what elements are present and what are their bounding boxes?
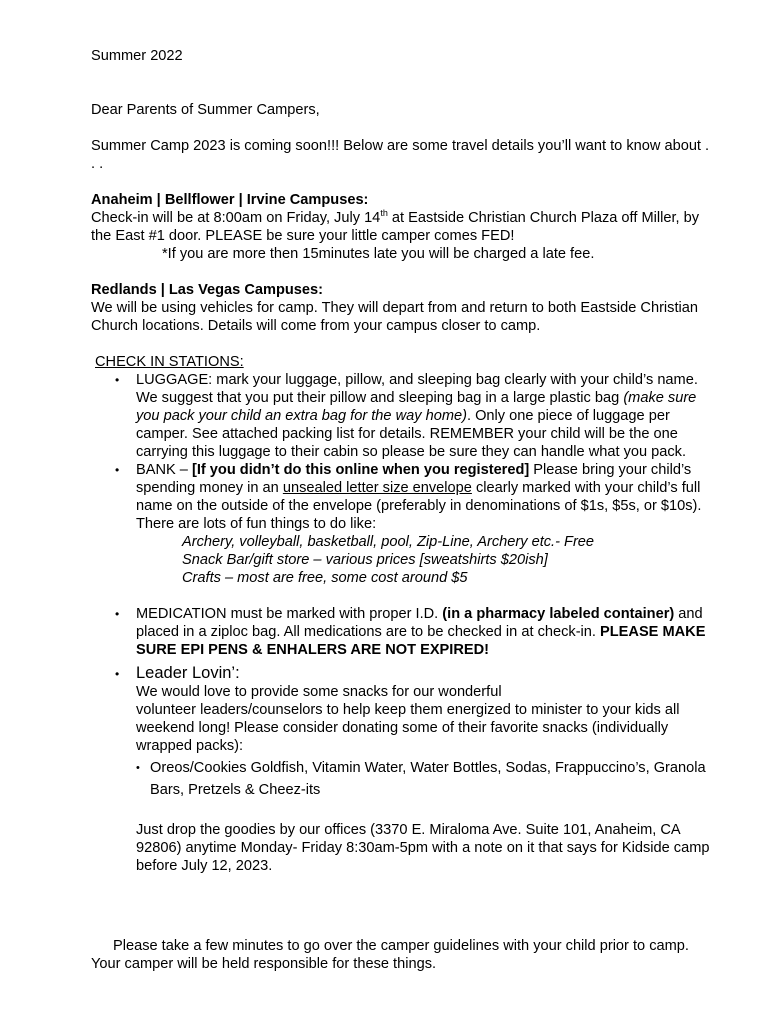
stations-heading: CHECK IN STATIONS: <box>95 354 244 370</box>
closing-paragraph: Please take a few minutes to go over the camper guidelines with your child prior to camp. Your camper will be held responsible for these things. <box>91 938 689 972</box>
snacks-text: Oreos/Cookies Goldfish, Vitamin Water, Water Bottles, Sodas, Frappuccino’s, Granola Bars, Pretzels & Cheez-its <box>150 760 706 798</box>
section-anaheim <box>91 191 710 263</box>
list-item-luggage <box>91 371 710 461</box>
activity-line: Snack Bar/gift store – various prices [sweatshirts $20ish] <box>182 552 548 568</box>
medication-text-mid: and placed in a ziploc bag. All medications are to be checked in at check-in. <box>136 606 703 640</box>
section-heading: Redlands | Las Vegas Campuses: <box>91 282 323 298</box>
luggage-italic: (make sure you pack your child an extra bag for the way home) <box>136 390 697 424</box>
medication-warning: PLEASE MAKE SURE EPI PENS & ENHALERS ARE NOT EXPIRED! <box>136 624 706 658</box>
medication-text: MEDICATION must be marked with proper I.D. <box>136 606 443 622</box>
section-body: We will be using vehicles for camp. They will depart from and return to both Eastside Christian Church locations. Details will come from your campus closer to camp. <box>91 300 699 334</box>
snacks-item <box>136 757 710 801</box>
list-item-medication <box>91 605 710 659</box>
checkin-details <box>91 209 710 245</box>
medication-bold: (in a pharmacy labeled container) <box>442 606 675 622</box>
activity-line: Crafts – most are free, some cost around $5 <box>182 570 468 586</box>
bank-text-mid: Please bring your child’s spending money in an <box>136 462 692 496</box>
bullet-icon: • <box>115 373 120 387</box>
date-suffix: th <box>380 208 388 219</box>
bullet-icon: • <box>115 607 120 621</box>
bank-bold: [If you didn’t do this online when you registered] <box>191 462 530 478</box>
list-item-leader <box>91 663 710 875</box>
bank-text: BANK – <box>136 462 192 478</box>
section-redlands <box>91 281 710 335</box>
bullet-icon: • <box>115 667 120 681</box>
leader-line: We would love to provide some snacks for our wonderful <box>136 684 502 700</box>
activity-line: Archery, volleyball, basketball, pool, Zip-Line, Archery etc.- Free <box>182 534 595 550</box>
date-line: Summer 2022 <box>91 48 183 64</box>
bullet-icon: • <box>136 762 140 774</box>
checkin-stations <box>91 353 710 875</box>
late-fee-note: *If you are more then 15minutes late you will be charged a late fee. <box>162 246 595 262</box>
intro-paragraph: Summer Camp 2023 is coming soon!!! Below are some travel details you’ll want to know about . . . <box>91 138 710 172</box>
luggage-text: LUGGAGE: mark your luggage, pillow, and sleeping bag clearly with your child’s name. We suggest that you put their pillow and sleeping bag in a large plastic bag <box>136 372 698 406</box>
section-heading: Anaheim | Bellflower | Irvine Campuses: <box>91 192 369 208</box>
activities-list <box>136 533 710 587</box>
stations-list <box>91 371 710 875</box>
checkin-text-cont: at Eastside Christian Church Plaza off Miller, by the East #1 door. PLEASE be sure your little camper comes FED! <box>91 210 700 244</box>
bank-underline: unsealed letter size envelope <box>282 480 472 496</box>
greeting: Dear Parents of Summer Campers, <box>91 102 320 118</box>
leader-title: Leader Lovin’: <box>136 664 240 682</box>
luggage-text-cont: . Only one piece of luggage per camper. See attached packing list for details. REMEMBER your child will be the one carrying this luggage to their cabin so please be sure they can handle what you pack. <box>136 408 687 460</box>
dropoff-paragraph: Just drop the goodies by our offices (3370 E. Miraloma Ave. Suite 101, Anaheim, CA 92806) anytime Monday- Friday 8:30am-5pm with a note on it that says for Kidside camp before July 12, 2023. <box>136 822 710 874</box>
list-item-bank <box>91 461 710 587</box>
leader-body: volunteer leaders/counselors to help keep them energized to minister to your kids all weekend long! Please consider donating some of their favorite snacks (individually wrapped packs): <box>136 702 680 754</box>
bullet-icon: • <box>115 463 120 477</box>
checkin-text: Check-in will be at 8:00am on Friday, July 14 <box>91 210 381 226</box>
bank-text-cont: clearly marked with your child’s full name on the outside of the envelope (preferably in denominations of $1s, $5s, or $10s). There are lots of fun things to do like: <box>136 480 702 532</box>
